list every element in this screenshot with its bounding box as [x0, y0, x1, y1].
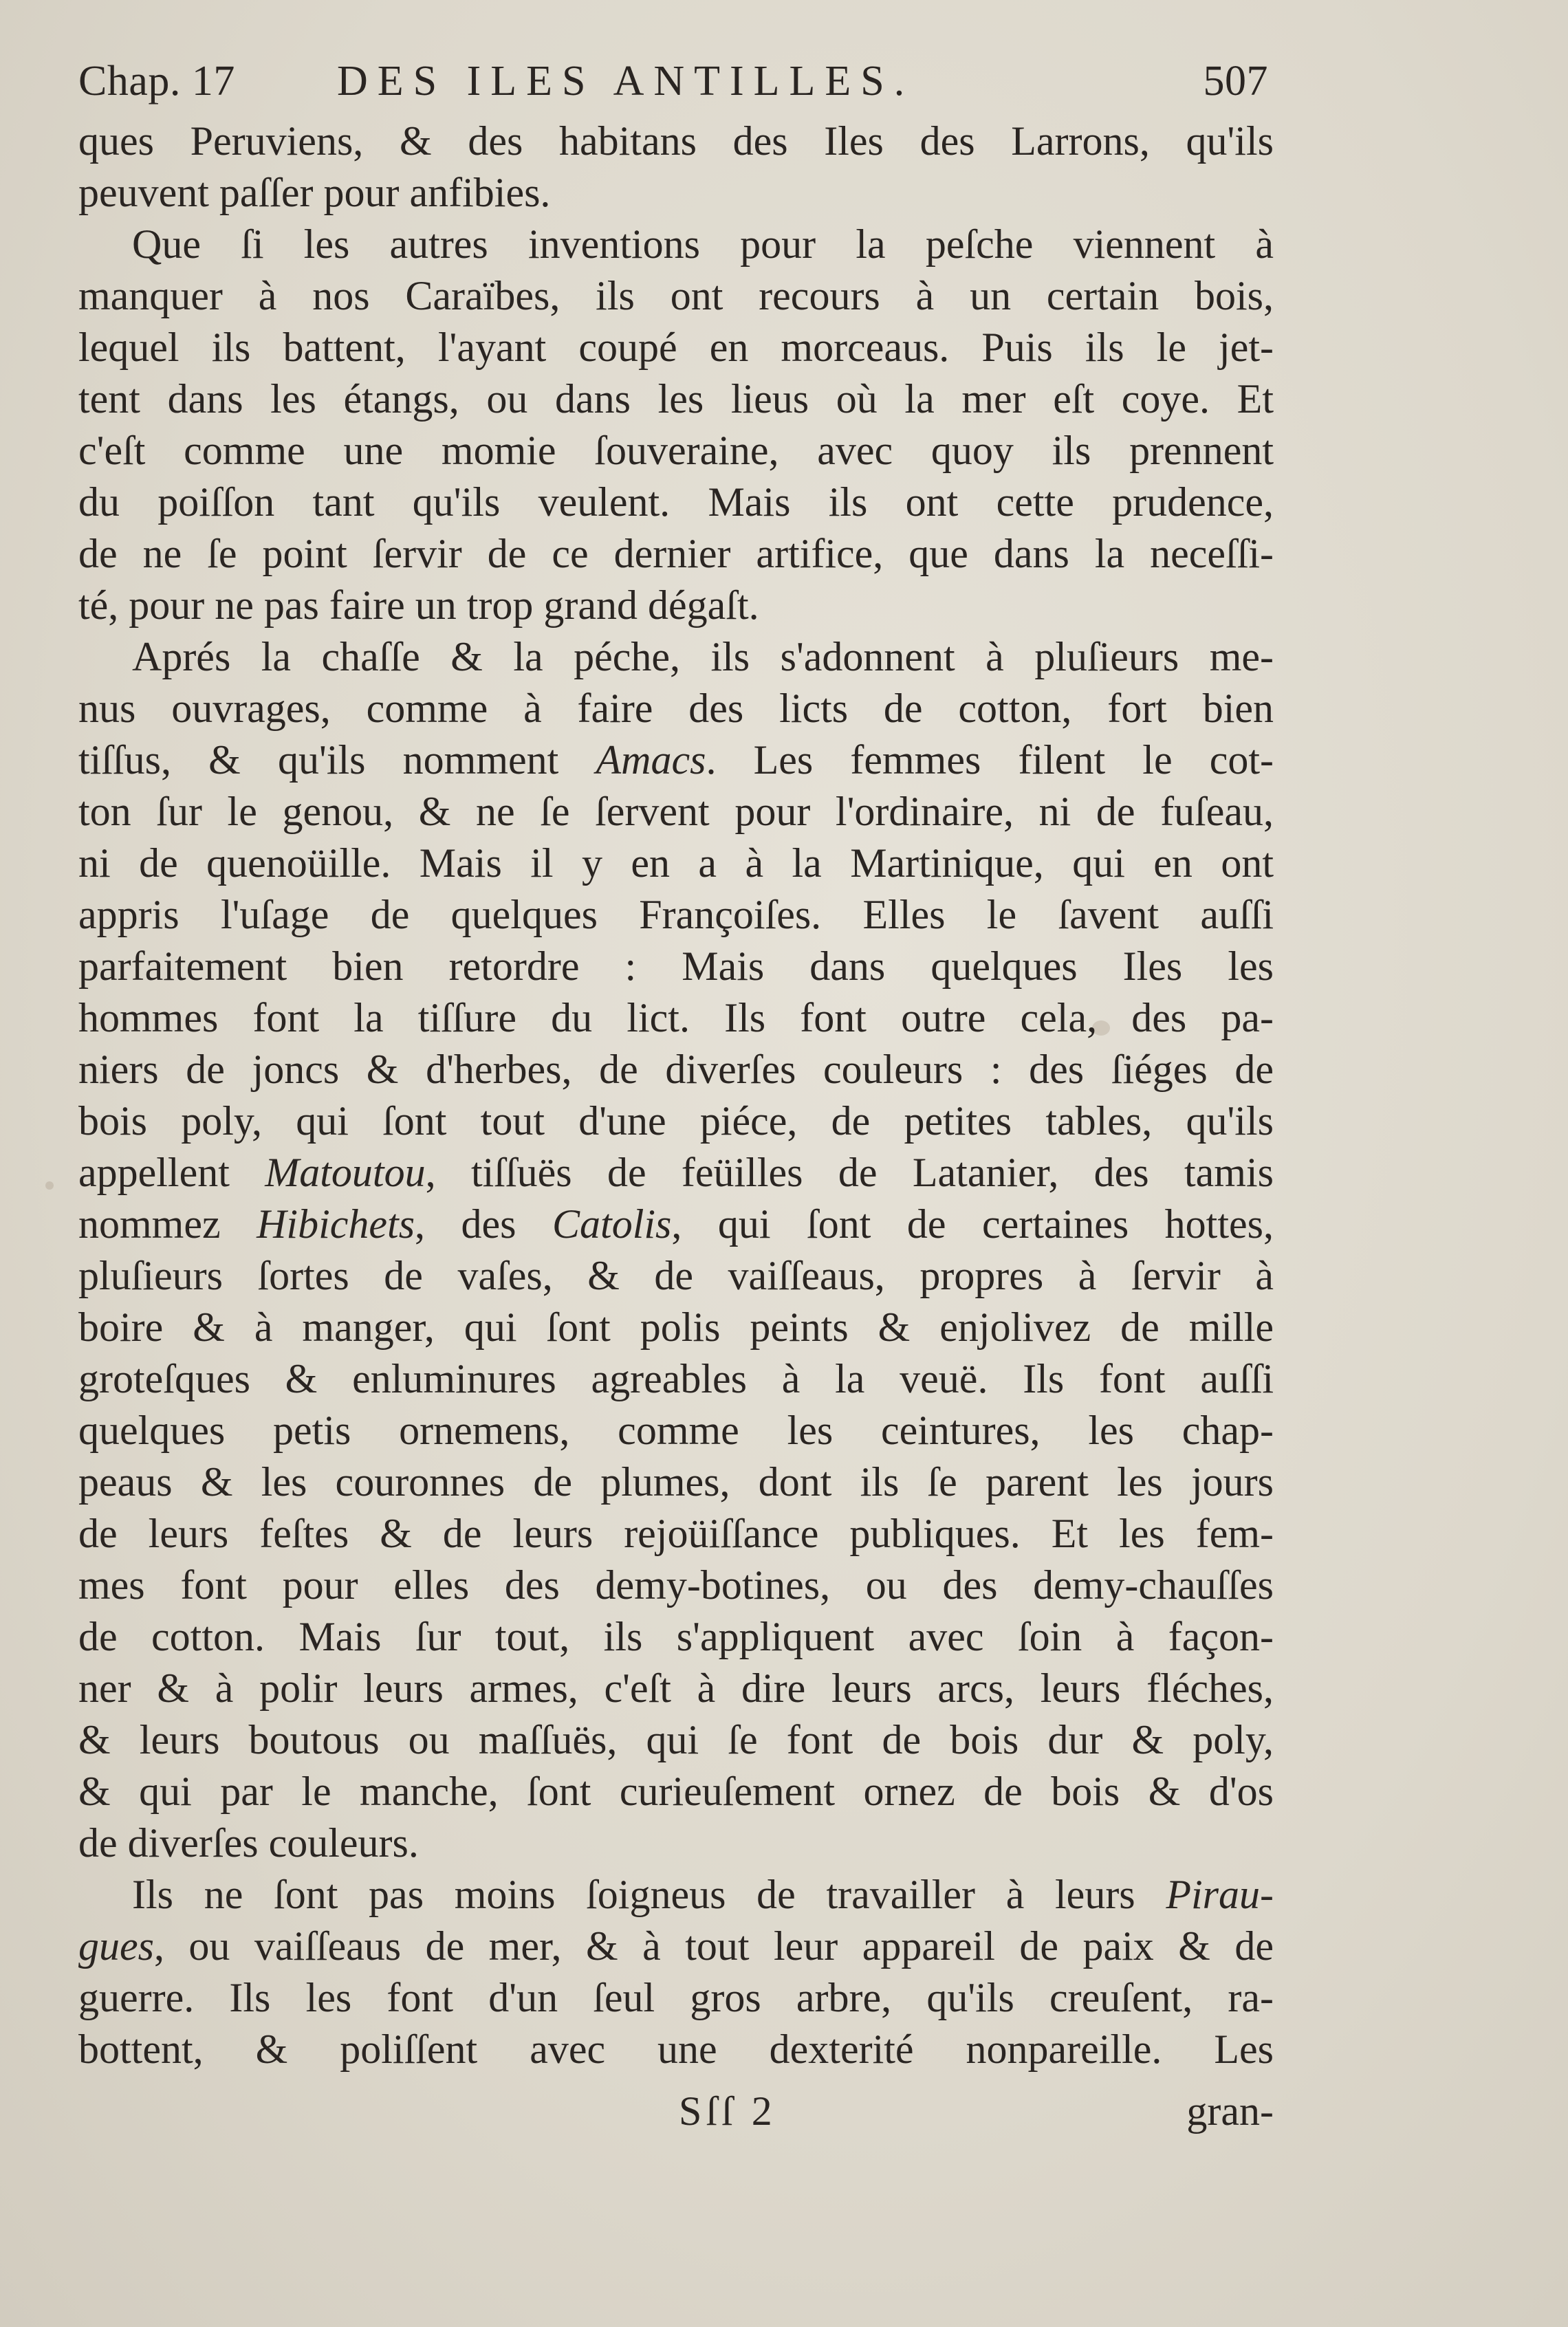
- signature-mark: Sſſ 2: [679, 2088, 776, 2134]
- page-footer: [78, 2084, 1274, 2139]
- text-line: pluſieurs ſortes de vaſes, & de vaiſſeaus, propres à ſervir à: [78, 1253, 1274, 1298]
- page-number: 507: [1203, 58, 1268, 105]
- text-line: tent dans les étangs, ou dans les lieus où la mer eſt coye. Et: [78, 376, 1274, 422]
- text-line: & leurs boutous ou maſſuës, qui ſe font de bois dur & poly,: [78, 1717, 1274, 1762]
- running-header: [78, 47, 1268, 116]
- text-line: Que ſi les autres inventions pour la peſche viennent à: [132, 221, 1274, 267]
- text-line: groteſques & enluminures agreables à la veuë. Ils font auſſi: [78, 1356, 1274, 1401]
- running-title: DES ILES ANTILLES.: [337, 58, 915, 105]
- catchword: gran-: [1186, 2088, 1274, 2134]
- text-line: ner & à polir leurs armes, c'eſt à dire leurs arcs, leurs fléches,: [78, 1665, 1274, 1711]
- text-line: boire & à manger, qui ſont polis peints & enjolivez de mille: [78, 1304, 1274, 1350]
- ink-spot: [45, 1181, 54, 1190]
- text-line: de leurs feſtes & de leurs rejoüiſſance publiques. Et les fem-: [78, 1511, 1274, 1556]
- text-line: nus ouvrages, comme à faire des licts de cotton, fort bien: [78, 686, 1274, 731]
- text-line: Ils ne ſont pas moins ſoigneus de travailler à leurs Pirau-: [132, 1872, 1274, 1917]
- text-line: quelques petis ornemens, comme les ceintures, les chap-: [78, 1408, 1274, 1453]
- text-line: peuvent paſſer pour anfibies.: [78, 170, 551, 215]
- text-line: c'eſt comme une momie ſouveraine, avec quoy ils prennent: [78, 428, 1274, 473]
- text-line: & qui par le manche, ſont curieuſement ornez de bois & d'os: [78, 1769, 1274, 1814]
- text-line: bois poly, qui ſont tout d'une piéce, de petites tables, qu'ils: [78, 1098, 1274, 1144]
- text-line: appellent Matoutou, tiſſuës de feüilles de Latanier, des tamis: [78, 1150, 1274, 1195]
- text-line: lequel ils battent, l'ayant coupé en morceaus. Puis ils le jet-: [78, 325, 1274, 370]
- text-line: bottent, & poliſſent avec une dexterité nonpareille. Les: [78, 2026, 1274, 2072]
- text-line: Aprés la chaſſe & la péche, ils s'adonnent à pluſieurs me-: [132, 634, 1274, 679]
- text-line: tiſſus, & qu'ils nomment Amacs. Les femmes filent le cot-: [78, 737, 1274, 783]
- text-line: de cotton. Mais ſur tout, ils s'appliquent avec ſoin à façon-: [78, 1614, 1274, 1659]
- text-line: peaus & les couronnes de plumes, dont ils ſe parent les jours: [78, 1459, 1274, 1505]
- text-line: appris l'uſage de quelques Françoiſes. Elles le ſavent auſſi: [78, 892, 1274, 937]
- text-line: guerre. Ils les font d'un ſeul gros arbre, qu'ils creuſent, ra-: [78, 1975, 1274, 2020]
- text-line: ton ſur le genou, & ne ſe ſervent pour l'ordinaire, ni de fuſeau,: [78, 789, 1274, 834]
- text-line: nommez Hibichets, des Catolis, qui ſont de certaines hottes,: [78, 1201, 1274, 1247]
- text-line: niers de joncs & d'herbes, de diverſes couleurs : des ſiéges de: [78, 1047, 1274, 1092]
- text-line: mes font pour elles des demy-botines, ou des demy-chauſſes: [78, 1562, 1274, 1608]
- text-line: té, pour ne pas faire un trop grand dégaſt.: [78, 582, 759, 628]
- text-line: parfaitement bien retordre : Mais dans quelques Iles les: [78, 943, 1274, 989]
- body-text: [78, 116, 1274, 2075]
- text-line: ques Peruviens, & des habitans des Iles des Larrons, qu'ils: [78, 118, 1274, 164]
- text-line: de diverſes couleurs.: [78, 1820, 419, 1866]
- text-line: manquer à nos Caraïbes, ils ont recours à un certain bois,: [78, 273, 1274, 318]
- text-line: ni de quenoüille. Mais il y en a à la Martinique, qui en ont: [78, 840, 1274, 886]
- text-line: gues, ou vaiſſeaus de mer, & à tout leur appareil de paix & de: [78, 1923, 1274, 1969]
- text-line: du poiſſon tant qu'ils veulent. Mais ils ont cette prudence,: [78, 479, 1274, 525]
- text-line: de ne ſe point ſervir de ce dernier artifice, que dans la neceſſi-: [78, 531, 1274, 576]
- chapter-label: Chap. 17: [78, 58, 235, 105]
- text-line: hommes font la tiſſure du lict. Ils font outre cela, des pa-: [78, 995, 1274, 1040]
